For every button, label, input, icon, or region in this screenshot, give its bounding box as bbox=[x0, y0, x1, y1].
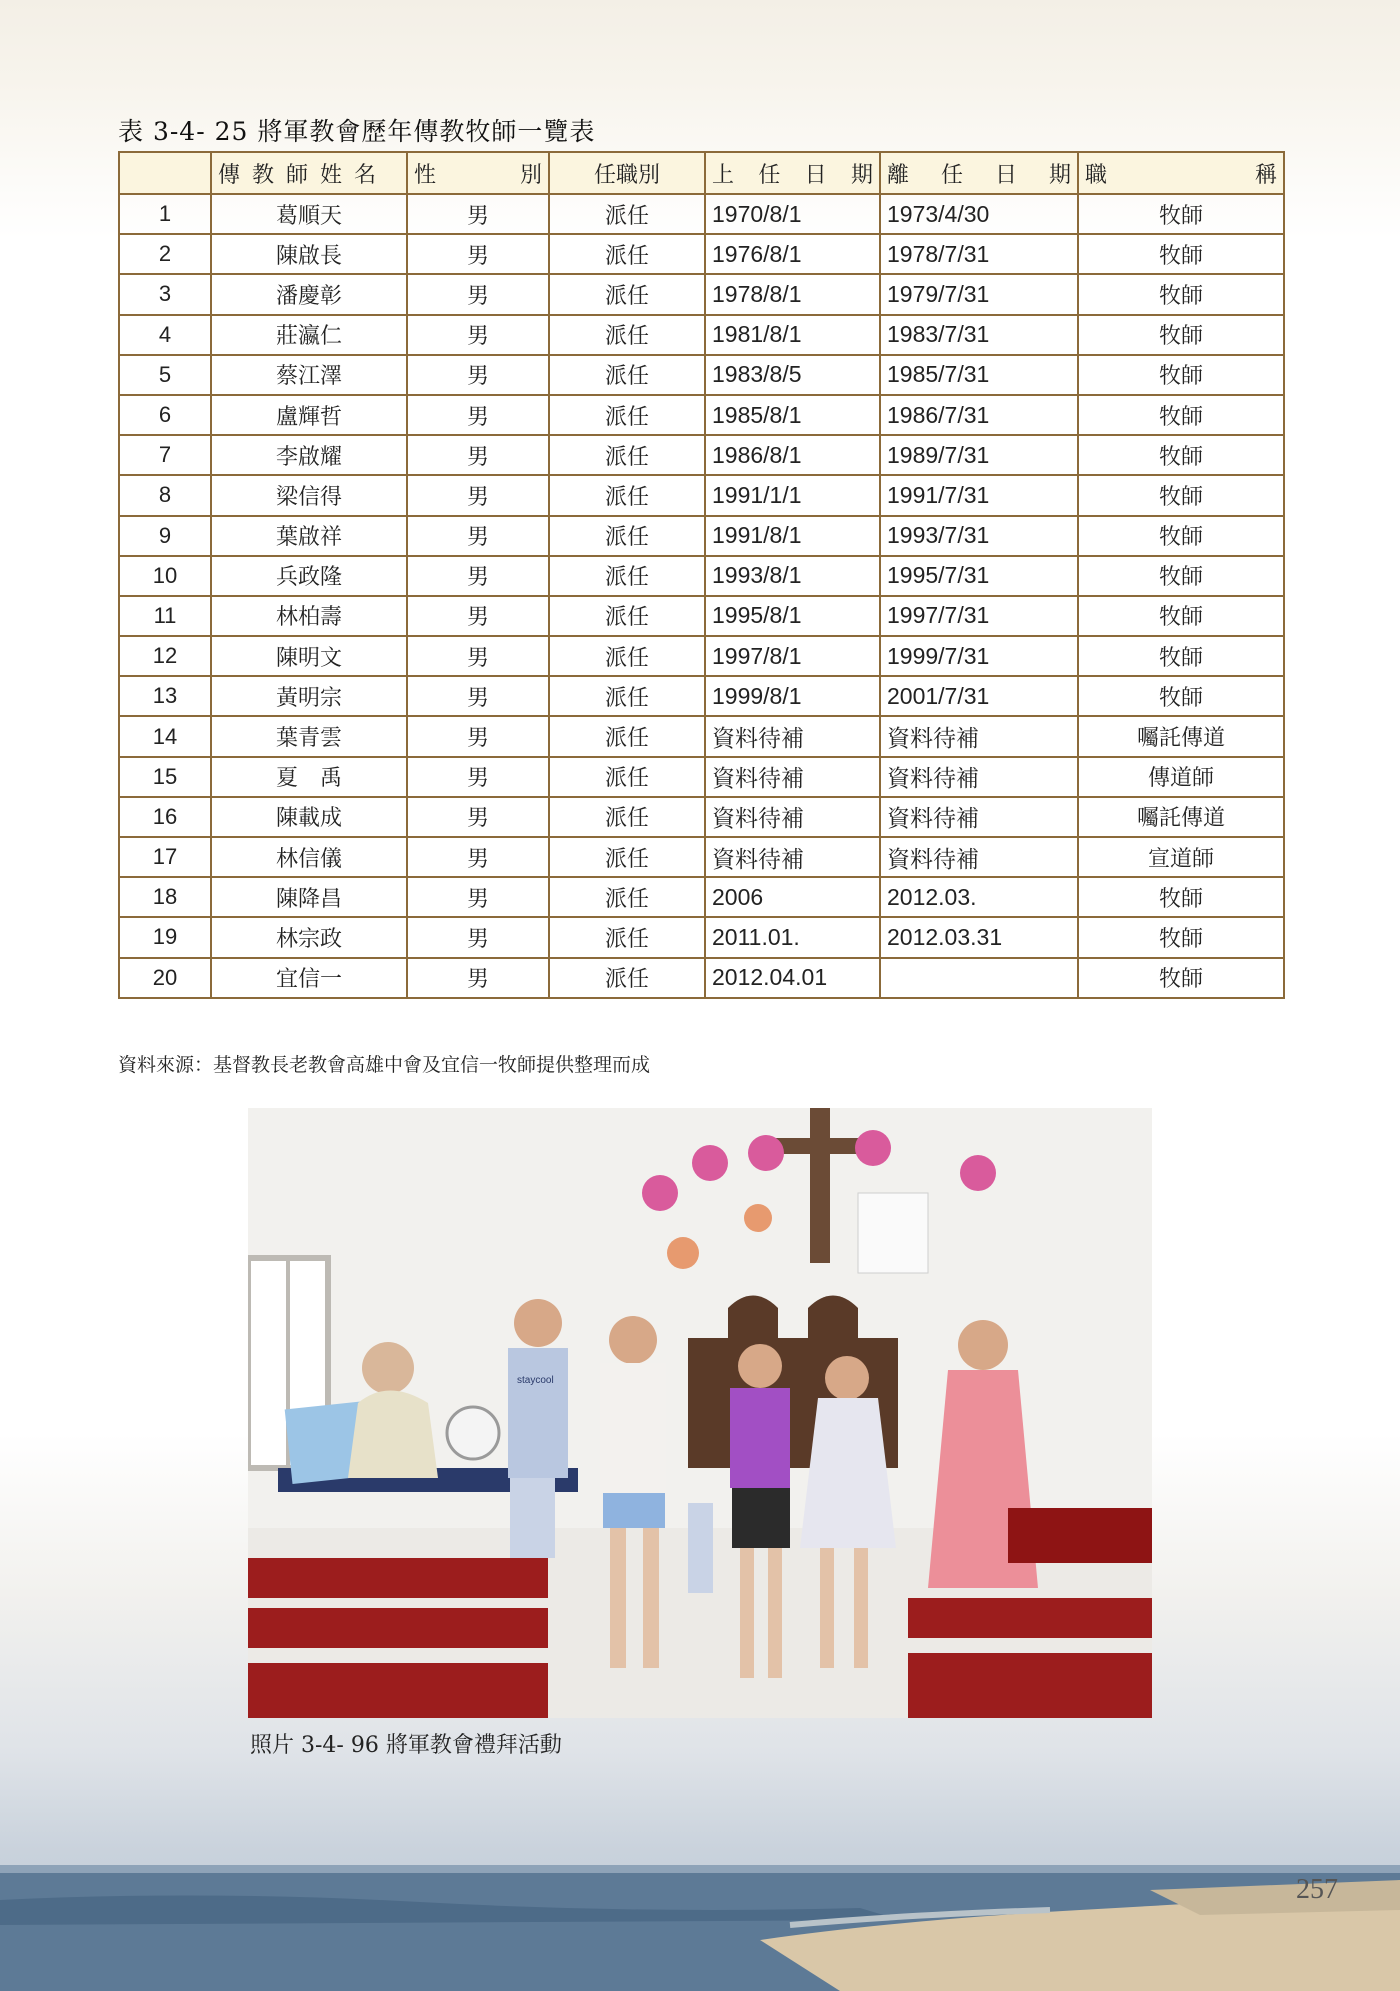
pastor-roster-table bbox=[118, 151, 1285, 999]
sex-cell: 男 bbox=[407, 234, 549, 274]
start-date-cell: 2012.04.01 bbox=[705, 958, 880, 998]
start-date-cell: 1991/8/1 bbox=[705, 516, 880, 556]
sex-cell: 男 bbox=[407, 877, 549, 917]
position-title-cell: 牧師 bbox=[1078, 194, 1284, 234]
end-date-cell: 1991/7/31 bbox=[880, 475, 1078, 515]
end-date-cell: 1997/7/31 bbox=[880, 596, 1078, 636]
position-title-cell: 牧師 bbox=[1078, 435, 1284, 475]
position-title-cell: 牧師 bbox=[1078, 475, 1284, 515]
sex-cell: 男 bbox=[407, 315, 549, 355]
end-date-cell: 1995/7/31 bbox=[880, 556, 1078, 596]
pastor-name-cell: 陳載成 bbox=[211, 797, 407, 837]
appointment-type-cell: 派任 bbox=[549, 676, 705, 716]
end-date-cell: 資料待補 bbox=[880, 757, 1078, 797]
pastor-name-cell: 盧輝哲 bbox=[211, 395, 407, 435]
appointment-type-cell: 派任 bbox=[549, 877, 705, 917]
pastor-name-cell: 林信儀 bbox=[211, 837, 407, 877]
appointment-type-cell: 派任 bbox=[549, 958, 705, 998]
appointment-type-cell: 派任 bbox=[549, 355, 705, 395]
table-row bbox=[119, 676, 1284, 716]
header-no bbox=[119, 152, 211, 194]
sex-cell: 男 bbox=[407, 556, 549, 596]
pastor-name-cell: 蔡江澤 bbox=[211, 355, 407, 395]
end-date-cell: 1978/7/31 bbox=[880, 234, 1078, 274]
seascape-background bbox=[0, 1830, 1400, 1991]
header-end-date: 離任日期 bbox=[880, 152, 1078, 194]
sex-cell: 男 bbox=[407, 596, 549, 636]
sex-cell: 男 bbox=[407, 516, 549, 556]
table-row bbox=[119, 516, 1284, 556]
end-date-cell: 1989/7/31 bbox=[880, 435, 1078, 475]
appointment-type-cell: 派任 bbox=[549, 716, 705, 756]
row-number-cell: 5 bbox=[119, 355, 211, 395]
appointment-type-cell: 派任 bbox=[549, 837, 705, 877]
position-title-cell: 牧師 bbox=[1078, 234, 1284, 274]
row-number-cell: 2 bbox=[119, 234, 211, 274]
row-number-cell: 19 bbox=[119, 917, 211, 957]
position-title-cell: 傳道師 bbox=[1078, 757, 1284, 797]
table-row bbox=[119, 435, 1284, 475]
position-title-cell: 牧師 bbox=[1078, 556, 1284, 596]
row-number-cell: 14 bbox=[119, 716, 211, 756]
position-title-cell: 牧師 bbox=[1078, 917, 1284, 957]
end-date-cell: 2012.03.31 bbox=[880, 917, 1078, 957]
end-date-cell: 1983/7/31 bbox=[880, 315, 1078, 355]
appointment-type-cell: 派任 bbox=[549, 596, 705, 636]
sex-cell: 男 bbox=[407, 716, 549, 756]
end-date-cell: 1993/7/31 bbox=[880, 516, 1078, 556]
header-type: 任職別 bbox=[549, 152, 705, 194]
worship-activity-photo bbox=[248, 1108, 1152, 1718]
pastor-name-cell: 黃明宗 bbox=[211, 676, 407, 716]
appointment-type-cell: 派任 bbox=[549, 757, 705, 797]
end-date-cell: 1979/7/31 bbox=[880, 274, 1078, 314]
position-title-cell: 牧師 bbox=[1078, 395, 1284, 435]
position-title-cell: 牧師 bbox=[1078, 636, 1284, 676]
end-date-cell: 資料待補 bbox=[880, 797, 1078, 837]
table-row bbox=[119, 636, 1284, 676]
appointment-type-cell: 派任 bbox=[549, 636, 705, 676]
start-date-cell: 資料待補 bbox=[705, 757, 880, 797]
start-date-cell: 資料待補 bbox=[705, 797, 880, 837]
start-date-cell: 1999/8/1 bbox=[705, 676, 880, 716]
table-row bbox=[119, 475, 1284, 515]
start-date-cell: 資料待補 bbox=[705, 716, 880, 756]
position-title-cell: 牧師 bbox=[1078, 877, 1284, 917]
start-date-cell: 1983/8/5 bbox=[705, 355, 880, 395]
header-title: 職稱 bbox=[1078, 152, 1284, 194]
sex-cell: 男 bbox=[407, 757, 549, 797]
sex-cell: 男 bbox=[407, 917, 549, 957]
table-row bbox=[119, 958, 1284, 998]
row-number-cell: 18 bbox=[119, 877, 211, 917]
sex-cell: 男 bbox=[407, 435, 549, 475]
appointment-type-cell: 派任 bbox=[549, 194, 705, 234]
table-row bbox=[119, 797, 1284, 837]
end-date-cell: 2001/7/31 bbox=[880, 676, 1078, 716]
position-title-cell: 牧師 bbox=[1078, 355, 1284, 395]
table-row bbox=[119, 556, 1284, 596]
appointment-type-cell: 派任 bbox=[549, 274, 705, 314]
pastor-name-cell: 陳明文 bbox=[211, 636, 407, 676]
row-number-cell: 3 bbox=[119, 274, 211, 314]
position-title-cell: 囑託傳道 bbox=[1078, 797, 1284, 837]
position-title-cell: 牧師 bbox=[1078, 516, 1284, 556]
end-date-cell: 資料待補 bbox=[880, 716, 1078, 756]
table-row bbox=[119, 395, 1284, 435]
row-number-cell: 7 bbox=[119, 435, 211, 475]
row-number-cell: 9 bbox=[119, 516, 211, 556]
position-title-cell: 牧師 bbox=[1078, 676, 1284, 716]
appointment-type-cell: 派任 bbox=[549, 917, 705, 957]
end-date-cell bbox=[880, 958, 1078, 998]
row-number-cell: 11 bbox=[119, 596, 211, 636]
pastor-name-cell: 潘慶彰 bbox=[211, 274, 407, 314]
start-date-cell: 1970/8/1 bbox=[705, 194, 880, 234]
table-row bbox=[119, 757, 1284, 797]
start-date-cell: 資料待補 bbox=[705, 837, 880, 877]
table-header-row bbox=[119, 152, 1284, 194]
position-title-cell: 宣道師 bbox=[1078, 837, 1284, 877]
position-title-cell: 牧師 bbox=[1078, 596, 1284, 636]
sex-cell: 男 bbox=[407, 194, 549, 234]
row-number-cell: 8 bbox=[119, 475, 211, 515]
end-date-cell: 1999/7/31 bbox=[880, 636, 1078, 676]
row-number-cell: 13 bbox=[119, 676, 211, 716]
position-title-cell: 牧師 bbox=[1078, 274, 1284, 314]
pastor-name-cell: 莊瀛仁 bbox=[211, 315, 407, 355]
pastor-name-cell: 林柏壽 bbox=[211, 596, 407, 636]
sex-cell: 男 bbox=[407, 636, 549, 676]
appointment-type-cell: 派任 bbox=[549, 234, 705, 274]
row-number-cell: 15 bbox=[119, 757, 211, 797]
page-number: 257 bbox=[1296, 1874, 1338, 1905]
photo-caption: 照片 3-4- 96 將軍教會禮拜活動 bbox=[250, 1733, 562, 1758]
start-date-cell: 1997/8/1 bbox=[705, 636, 880, 676]
sex-cell: 男 bbox=[407, 274, 549, 314]
pastor-name-cell: 兵政隆 bbox=[211, 556, 407, 596]
table-row bbox=[119, 274, 1284, 314]
header-name: 傳教師姓名 bbox=[211, 152, 407, 194]
table-title: 表 3-4- 25 將軍教會歷年傳教牧師一覽表 bbox=[118, 117, 596, 146]
pastor-name-cell: 夏 禹 bbox=[211, 757, 407, 797]
appointment-type-cell: 派任 bbox=[549, 516, 705, 556]
appointment-type-cell: 派任 bbox=[549, 556, 705, 596]
pastor-name-cell: 梁信得 bbox=[211, 475, 407, 515]
table-row bbox=[119, 194, 1284, 234]
sex-cell: 男 bbox=[407, 676, 549, 716]
start-date-cell: 1993/8/1 bbox=[705, 556, 880, 596]
appointment-type-cell: 派任 bbox=[549, 315, 705, 355]
start-date-cell: 1995/8/1 bbox=[705, 596, 880, 636]
end-date-cell: 1986/7/31 bbox=[880, 395, 1078, 435]
pastor-name-cell: 陳啟長 bbox=[211, 234, 407, 274]
row-number-cell: 20 bbox=[119, 958, 211, 998]
pastor-name-cell: 宜信一 bbox=[211, 958, 407, 998]
end-date-cell: 資料待補 bbox=[880, 837, 1078, 877]
table-row bbox=[119, 877, 1284, 917]
source-note: 資料來源：基督教長老教會高雄中會及宜信一牧師提供整理而成 bbox=[118, 1054, 651, 1076]
appointment-type-cell: 派任 bbox=[549, 395, 705, 435]
sex-cell: 男 bbox=[407, 395, 549, 435]
appointment-type-cell: 派任 bbox=[549, 475, 705, 515]
row-number-cell: 4 bbox=[119, 315, 211, 355]
table-row bbox=[119, 355, 1284, 395]
start-date-cell: 2006 bbox=[705, 877, 880, 917]
row-number-cell: 16 bbox=[119, 797, 211, 837]
start-date-cell: 1976/8/1 bbox=[705, 234, 880, 274]
row-number-cell: 12 bbox=[119, 636, 211, 676]
end-date-cell: 2012.03. bbox=[880, 877, 1078, 917]
sex-cell: 男 bbox=[407, 475, 549, 515]
start-date-cell: 1986/8/1 bbox=[705, 435, 880, 475]
appointment-type-cell: 派任 bbox=[549, 435, 705, 475]
end-date-cell: 1973/4/30 bbox=[880, 194, 1078, 234]
sex-cell: 男 bbox=[407, 797, 549, 837]
appointment-type-cell: 派任 bbox=[549, 797, 705, 837]
pastor-name-cell: 林宗政 bbox=[211, 917, 407, 957]
table-row bbox=[119, 837, 1284, 877]
row-number-cell: 10 bbox=[119, 556, 211, 596]
pastor-name-cell: 陳降昌 bbox=[211, 877, 407, 917]
start-date-cell: 1981/8/1 bbox=[705, 315, 880, 355]
table-row bbox=[119, 315, 1284, 355]
end-date-cell: 1985/7/31 bbox=[880, 355, 1078, 395]
sex-cell: 男 bbox=[407, 837, 549, 877]
pastor-name-cell: 葉啟祥 bbox=[211, 516, 407, 556]
position-title-cell: 牧師 bbox=[1078, 315, 1284, 355]
pastor-name-cell: 李啟耀 bbox=[211, 435, 407, 475]
start-date-cell: 2011.01. bbox=[705, 917, 880, 957]
header-sex: 性別 bbox=[407, 152, 549, 194]
shirt-text: staycool bbox=[517, 1375, 554, 1386]
sex-cell: 男 bbox=[407, 958, 549, 998]
start-date-cell: 1978/8/1 bbox=[705, 274, 880, 314]
position-title-cell: 囑託傳道 bbox=[1078, 716, 1284, 756]
row-number-cell: 17 bbox=[119, 837, 211, 877]
table-row bbox=[119, 596, 1284, 636]
table-row bbox=[119, 234, 1284, 274]
pastor-name-cell: 葉青雲 bbox=[211, 716, 407, 756]
start-date-cell: 1985/8/1 bbox=[705, 395, 880, 435]
start-date-cell: 1991/1/1 bbox=[705, 475, 880, 515]
table-row bbox=[119, 917, 1284, 957]
pastor-name-cell: 葛順天 bbox=[211, 194, 407, 234]
table-row bbox=[119, 716, 1284, 756]
sex-cell: 男 bbox=[407, 355, 549, 395]
row-number-cell: 1 bbox=[119, 194, 211, 234]
row-number-cell: 6 bbox=[119, 395, 211, 435]
header-start-date: 上任日期 bbox=[705, 152, 880, 194]
position-title-cell: 牧師 bbox=[1078, 958, 1284, 998]
